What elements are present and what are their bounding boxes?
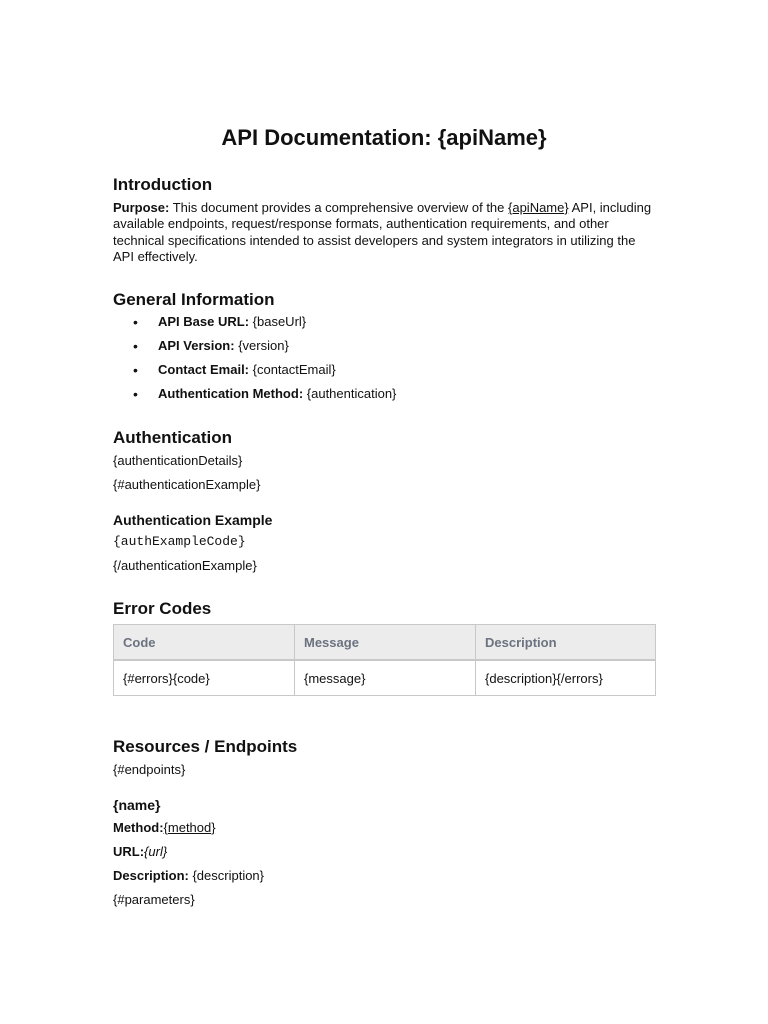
bullet-icon: • (133, 362, 138, 378)
column-header-message: Message (295, 625, 476, 661)
bullet-icon: • (133, 314, 138, 330)
authentication-example-code: {authExampleCode} (113, 534, 246, 549)
resources-endpoints-heading: Resources / Endpoints (113, 737, 298, 756)
api-name-placeholder: {apiName} (508, 200, 569, 215)
method-label: Method: (113, 820, 164, 835)
column-header-description: Description (476, 625, 656, 661)
table-header-row (114, 625, 656, 661)
column-header-code: Code (114, 625, 295, 661)
parameters-open-tag: {#parameters} (113, 892, 195, 907)
url-value: {url} (144, 844, 168, 859)
authentication-example-heading: Authentication Example (113, 512, 273, 528)
general-information-heading: General Information (113, 290, 275, 309)
authentication-method-label: Authentication Method: (158, 386, 304, 401)
error-codes-heading: Error Codes (113, 599, 212, 618)
api-version-value: {version} (234, 338, 289, 353)
description-value: {description} (188, 868, 265, 883)
introduction-heading: Introduction (113, 175, 213, 194)
table-cell-description: {description}{/errors} (476, 660, 656, 696)
authentication-example-open-tag: {#authenticationExample} (113, 477, 261, 492)
endpoint-method-line (113, 820, 216, 837)
endpoint-description-line (113, 868, 264, 885)
authentication-heading: Authentication (113, 428, 232, 447)
api-base-url-label: API Base URL: (158, 314, 250, 329)
endpoints-open-tag: {#endpoints} (113, 762, 186, 777)
table-row (114, 660, 656, 696)
page-title: API Documentation: {apiName} (221, 125, 547, 150)
purpose-text-start: This document provides a comprehensive overview of the (169, 200, 508, 215)
authentication-details: {authenticationDetails} (113, 453, 243, 468)
url-label: URL: (113, 844, 145, 859)
error-codes-table (113, 624, 656, 696)
method-value: {method} (163, 820, 216, 835)
api-base-url-value: {baseUrl} (249, 314, 307, 329)
authentication-method-value: {authentication} (303, 386, 397, 401)
contact-email-label: Contact Email: (158, 362, 250, 377)
description-label: Description: (113, 868, 189, 883)
contact-email-value: {contactEmail} (249, 362, 336, 377)
purpose-text-end: API, including available endpoints, request/response formats, authentication requirements, and other technical specifications intended to assist developers and system integrators in utilizing the API effectively. (113, 200, 652, 264)
table-cell-message: {message} (295, 660, 476, 696)
endpoint-name-heading: {name} (113, 797, 161, 813)
bullet-icon: • (133, 338, 138, 354)
bullet-icon: • (133, 386, 138, 402)
api-version-label: API Version: (158, 338, 235, 353)
purpose-label: Purpose: (113, 200, 170, 215)
endpoint-url-line (113, 844, 167, 861)
authentication-example-close-tag: {/authenticationExample} (113, 558, 257, 573)
table-cell-code: {#errors}{code} (114, 660, 295, 696)
introduction-paragraph (113, 200, 653, 265)
